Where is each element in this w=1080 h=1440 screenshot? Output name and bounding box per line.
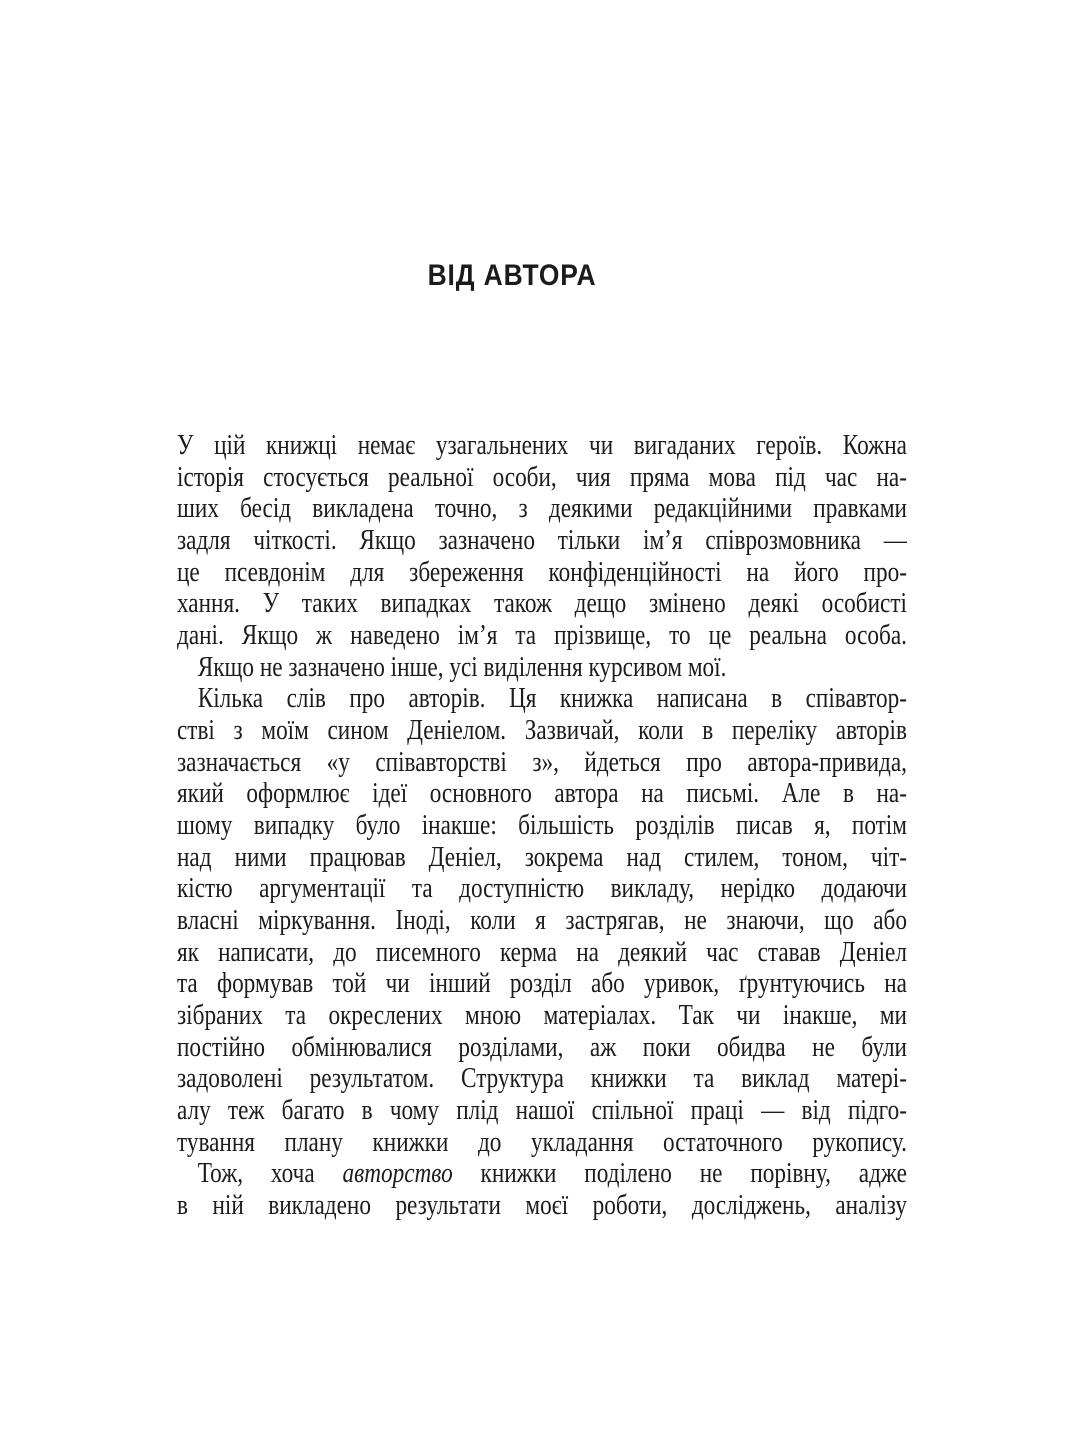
text-line: зібраних та окреслених мною матеріалах. Так чи інакше, ми	[177, 1000, 907, 1032]
paragraph	[177, 652, 907, 684]
text-line: та формував той чи інший розділ або уривок, ґрунтуючись на	[177, 968, 907, 1000]
text-line: в ній викладено результати моєї роботи, досліджень, аналізу	[177, 1190, 907, 1222]
text-line: зазначається «у співавторстві з», йдеться про автора-привида,	[177, 746, 907, 778]
text-line: шому випадку було інакше: більшість розділів писав я, потім	[177, 810, 907, 842]
text-line: це псевдонім для збереження конфіденційності на його про-	[177, 556, 907, 588]
text-line: задля чіткості. Якщо зазначено тільки ім’я співрозмовника —	[177, 525, 907, 557]
paragraph	[177, 430, 907, 652]
text-line: хання. У таких випадках також дещо змінено деякі особисті	[177, 588, 907, 620]
text-line: алу теж багато в чому плід нашої спільної праці — від підго-	[177, 1095, 907, 1127]
text-line: історія стосується реальної особи, чия пряма мова під час на-	[177, 461, 907, 493]
body-text	[177, 430, 907, 1222]
text-line: дані. Якщо ж наведено ім’я та прізвище, то це реальна особа.	[177, 620, 907, 652]
text-line: У цій книжці немає узагальнених чи вигаданих героїв. Кожна	[177, 430, 907, 461]
text-line: який оформлює ідеї основного автора на письмі. Але в на-	[177, 778, 907, 810]
text-line: над ними працював Деніел, зокрема над стилем, тоном, чіт-	[177, 841, 907, 873]
paragraph	[177, 1158, 907, 1221]
text-line: задоволені результатом. Структура книжки та виклад матері-	[177, 1063, 907, 1095]
text-line: власні міркування. Іноді, коли я застрягав, не знаючи, що або	[177, 905, 907, 937]
text-line: як написати, до писемного керма на деякий час ставав Деніел	[177, 936, 907, 968]
text-line: Тож, хоча авторство книжки поділено не порівну, адже	[197, 1158, 907, 1190]
paragraph	[177, 683, 907, 1158]
text-line: постійно обмінювалися розділами, аж поки обидва не були	[177, 1031, 907, 1063]
text-line: ших бесід викладена точно, з деякими редакційними правками	[177, 493, 907, 525]
text-line: Кілька слів про авторів. Ця книжка написана в співавтор-	[197, 683, 907, 715]
text-line: кістю аргументації та доступністю викладу, нерідко додаючи	[177, 873, 907, 905]
text-line: Якщо не зазначено інше, усі виділення курсивом мої.	[197, 651, 727, 683]
text-line: стві з моїм сином Деніелом. Зазвичай, коли в переліку авторів	[177, 715, 907, 747]
chapter-title: ВІД АВТОРА	[427, 259, 597, 292]
text-line: тування плану книжки до укладання остаточного рукопису.	[177, 1126, 907, 1158]
